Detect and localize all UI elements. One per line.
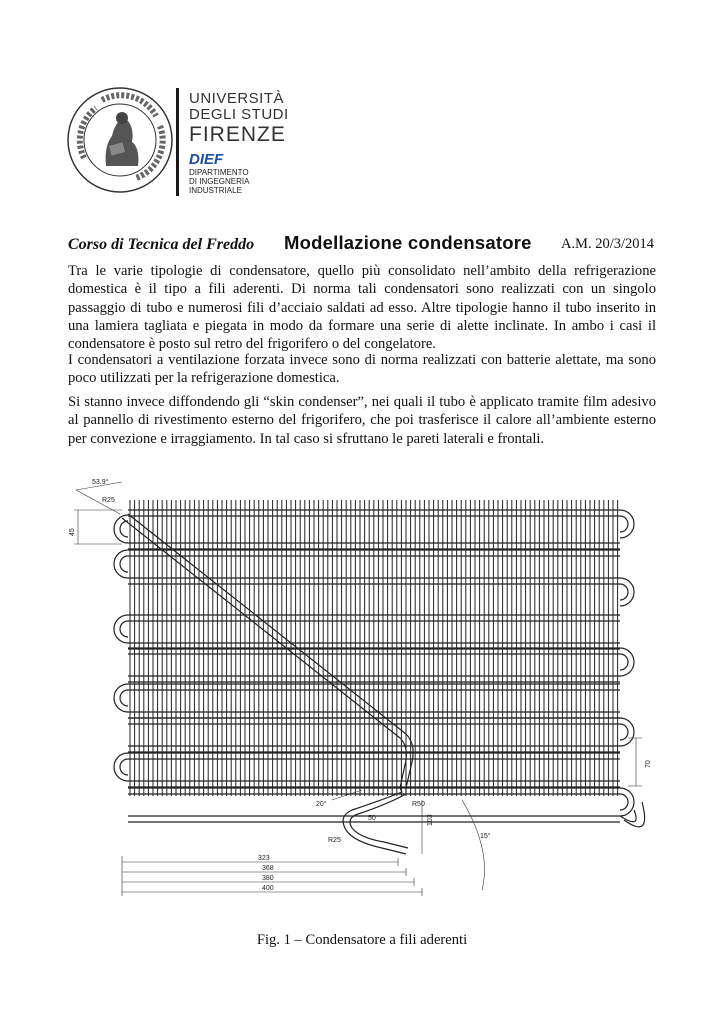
university-name — [189, 91, 289, 146]
dim-radius-bottom: R25 — [328, 837, 341, 844]
figure-caption: Fig. 1 – Condensatore a fili aderenti — [256, 932, 468, 948]
course-name: Corso di Tecnica del Freddo — [68, 236, 255, 253]
title-row — [68, 232, 656, 258]
department-line2: DI INGEGNERIA — [189, 177, 250, 186]
dim-height-103: 103 — [427, 814, 434, 826]
dim-radius-right: R50 — [412, 801, 425, 808]
department-name — [189, 168, 249, 195]
department-line1: DIPARTIMENTO — [189, 168, 249, 177]
paragraph-3: Si stanno invece diffondendo gli “skin condenser”, nei quali il tubo è applicato tramite film adesivo al pannello di rivestimento esterno del frigorifero, che poi trasferisce il calore all’ambiente esterno per convezione e irraggiamento. In tal caso si sfruttano le pareti laterali e frontali. — [68, 394, 656, 447]
university-line2: DEGLI STUDI — [189, 106, 289, 123]
document-date: A.M. 20/3/2014 — [560, 236, 654, 252]
university-line3: FIRENZE — [189, 123, 286, 146]
paragraph-1: Tra le varie tipologie di condensatore, quello più consolidato nell’ambito della refrigerazione domestica è il tipo a fili aderenti. Di norma tali condensatori sono realizzati con un singolo passaggio di tubo e numerosi fili d’acciaio saldati ad esso. Altre tipologie hanno il tubo inserito in una lamiera tagliata e piegata in modo da formare una serie di alette inclinate. In ambo i casi il condensatore è posto sul retro del frigorifero o del congelatore. — [68, 263, 656, 353]
dim-length-380: 380 — [262, 875, 274, 882]
condenser-tube — [114, 510, 645, 854]
university-seal-icon — [66, 86, 174, 194]
dim-angle-15: 15° — [480, 833, 491, 840]
department-abbr: DIEF — [189, 151, 224, 168]
dim-radius-top: R25 — [102, 497, 115, 504]
dim-angle-top: 53.9° — [92, 479, 109, 486]
logo-divider — [176, 88, 179, 196]
page-title: Modellazione condensatore — [284, 232, 532, 253]
dim-angle-bottom: 20° — [316, 801, 327, 808]
condenser-drawing — [62, 470, 672, 910]
dim-length-323: 323 — [258, 855, 270, 862]
dim-length-400: 400 — [262, 885, 274, 892]
department-line3: INDUSTRIALE — [189, 186, 242, 195]
university-line1: UNIVERSITÀ — [189, 90, 285, 107]
paragraph-2: I condensatori a ventilazione forzata invece sono di norma realizzati con batterie alettate, ma sono poco utilizzati per la refrigerazione domestica. — [68, 352, 656, 387]
dim-length-368: 368 — [262, 865, 274, 872]
dim-height-left: 45 — [69, 528, 76, 536]
dim-length-50: 50 — [368, 815, 376, 822]
dim-height-right: 70 — [645, 760, 652, 768]
